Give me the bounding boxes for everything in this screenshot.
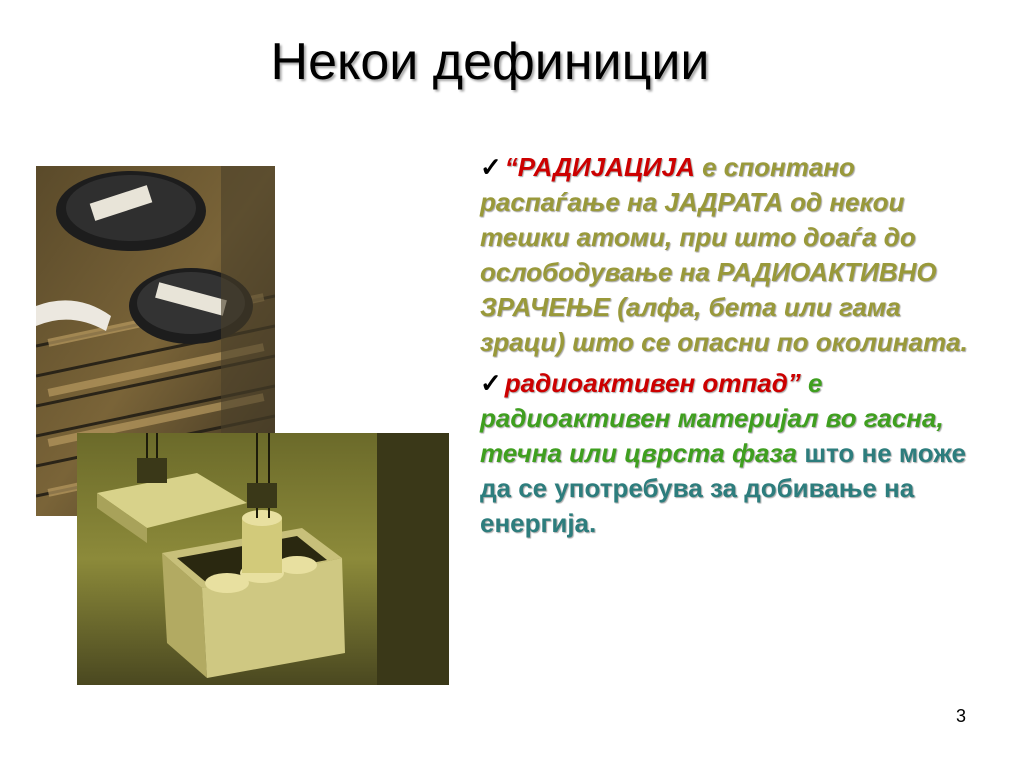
definitions-list — [480, 150, 990, 547]
term-radiation: РАДИЈАЦИЈА — [517, 152, 695, 182]
page-number: 3 — [955, 706, 966, 726]
radiation-definition-text: е спонтано распаѓање на ЈАДРАТА од некои тешки атоми, при што доаѓа до ослободување на РАДИОАКТИВНО ЗРАЧЕЊЕ (алфа, бета или гама зраци) што се опасни по околината. — [480, 152, 968, 357]
open-quote: “ — [504, 152, 518, 182]
waste-definition-italic: е радиоактивен материјал во гасна, течна или цврста фаза — [480, 368, 944, 468]
check-mark-icon: ✓ — [480, 152, 502, 182]
definition-radioactive-waste — [480, 366, 990, 541]
waste-definition-plain: што не може да се употребува за добивање на енергија. — [480, 438, 966, 538]
close-quote: ” — [787, 368, 801, 398]
definition-radiation — [480, 150, 990, 360]
check-mark-icon: ✓ — [480, 368, 502, 398]
slide-title: Некои дефиниции — [270, 33, 710, 91]
term-radioactive-waste: радиоактивен отпад — [504, 368, 788, 398]
waste-container-loading-photo — [77, 433, 449, 685]
